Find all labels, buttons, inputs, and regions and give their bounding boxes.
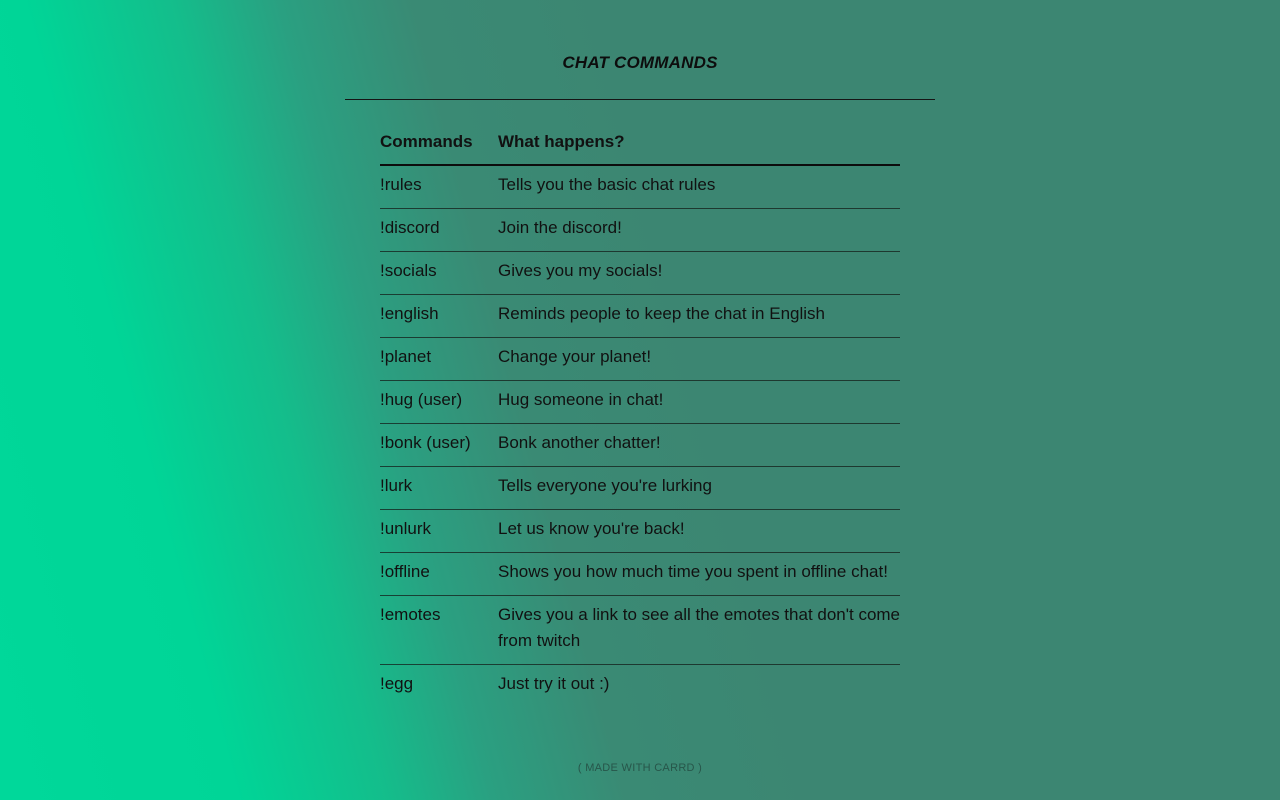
description-cell — [498, 596, 900, 665]
command-text: !discord — [380, 218, 440, 237]
description-text: Shows you how much time you spent in offline chat! — [498, 562, 888, 581]
table-row — [380, 295, 900, 338]
description-cell — [498, 338, 900, 381]
command-text: !offline — [380, 562, 430, 581]
command-text: !bonk (user) — [380, 433, 471, 452]
table-row — [380, 209, 900, 252]
description-text: Hug someone in chat! — [498, 390, 664, 409]
table-row — [380, 424, 900, 467]
command-text: !egg — [380, 674, 414, 693]
column-header-commands: Commands — [380, 122, 498, 165]
command-cell — [380, 381, 498, 424]
description-text: Gives you my socials! — [498, 261, 663, 280]
table-row — [380, 665, 900, 708]
table-row — [380, 338, 900, 381]
description-text: Let us know you're back! — [498, 519, 685, 538]
command-text: !hug (user) — [380, 390, 463, 409]
command-cell — [380, 510, 498, 553]
command-cell — [380, 467, 498, 510]
column-header-description: What happens? — [498, 122, 900, 165]
command-cell — [380, 553, 498, 596]
description-text: Bonk another chatter! — [498, 433, 661, 452]
description-text: Gives you a link to see all the emotes that don't come from twitch — [498, 605, 901, 650]
command-cell — [380, 424, 498, 467]
command-text: !planet — [380, 347, 432, 366]
table-header-row — [380, 122, 900, 165]
description-cell — [498, 165, 900, 209]
table-row — [380, 252, 900, 295]
description-text: Reminds people to keep the chat in English — [498, 304, 825, 323]
table-row — [380, 553, 900, 596]
description-text: Tells you the basic chat rules — [498, 175, 716, 194]
description-text: Change your planet! — [498, 347, 652, 366]
command-cell — [380, 252, 498, 295]
command-text: !socials — [380, 261, 437, 280]
commands-table — [380, 122, 900, 707]
description-cell — [498, 510, 900, 553]
description-text: Just try it out :) — [498, 674, 610, 693]
description-cell — [498, 553, 900, 596]
table-row — [380, 165, 900, 209]
table-row — [380, 510, 900, 553]
command-cell — [380, 338, 498, 381]
title-divider — [345, 99, 935, 100]
command-text: !rules — [380, 175, 422, 194]
command-text: !unlurk — [380, 519, 432, 538]
description-cell — [498, 252, 900, 295]
description-cell — [498, 295, 900, 338]
command-cell — [380, 596, 498, 665]
description-text: Join the discord! — [498, 218, 622, 237]
table-row — [380, 381, 900, 424]
command-cell — [380, 295, 498, 338]
command-cell — [380, 165, 498, 209]
description-cell — [498, 467, 900, 510]
page-title: CHAT COMMANDS — [562, 53, 718, 72]
command-cell — [380, 209, 498, 252]
description-cell — [498, 209, 900, 252]
command-text: !english — [380, 304, 439, 323]
description-cell — [498, 665, 900, 708]
command-text: !emotes — [380, 605, 441, 624]
description-text: Tells everyone you're lurking — [498, 476, 712, 495]
table-row — [380, 596, 900, 665]
description-cell — [498, 424, 900, 467]
command-cell — [380, 665, 498, 708]
description-cell — [498, 381, 900, 424]
table-row — [380, 467, 900, 510]
command-text: !lurk — [380, 476, 413, 495]
made-with-carrd-link[interactable]: ( MADE WITH CARRD ) — [577, 762, 703, 774]
